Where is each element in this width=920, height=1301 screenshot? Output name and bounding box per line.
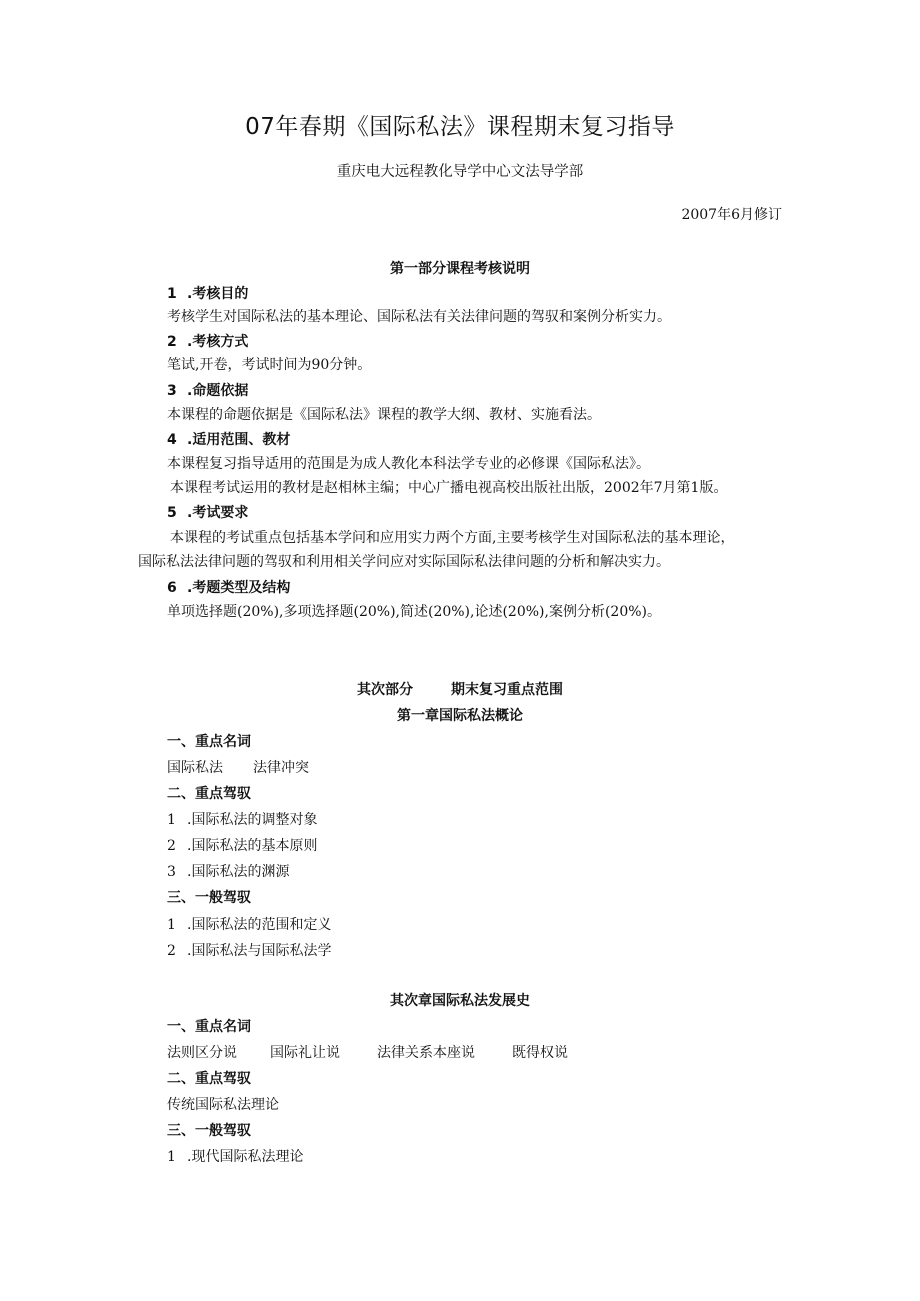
document-subtitle: 重庆电大远程教化导学中心文法导学部 [336, 164, 584, 180]
item2-heading: 2 .考核方式 [167, 334, 249, 350]
item3-text: 本课程的命题依据是《国际私法》课程的教学大纲、教材、实施看法。 [167, 407, 601, 423]
item5-heading: 5 .考试要求 [167, 505, 249, 521]
chapter1-title: 第一章国际私法概论 [397, 708, 523, 724]
item4-text-line1: 本课程复习指导适用的范围是为成人教化本科法学专业的必修课《国际私法》。 [167, 456, 650, 472]
item1-heading: 1 .考核目的 [167, 286, 249, 302]
item6-text: 单项选择题(20%),多项选择题(20%),简述(20%),论述(20%),案例分析(20%)。 [167, 604, 662, 620]
chapter1-section3-heading: 三、一般驾驭 [167, 890, 251, 906]
item5-text-line2: 国际私法法律问题的驾驭和利用相关学问应对实际国际私法律问题的分析和解决实力。 [138, 554, 670, 570]
item6-heading: 6 .考题类型及结构 [167, 580, 291, 596]
chapter2-terms: 法则区分说 国际礼让说 法律关系本座说 既得权说 [167, 1045, 568, 1061]
item2-text: 笔试,开卷，考试时间为90分钟。 [167, 357, 372, 373]
chapter1-section2-heading: 二、重点驾驭 [167, 786, 251, 802]
chapter2-title: 其次章国际私法发展史 [390, 993, 530, 1009]
document-title: 07年春期《国际私法》课程期末复习指导 [245, 114, 675, 140]
part2-heading: 其次部分 期末复习重点范围 [357, 682, 563, 698]
chapter1-key-item3: 3 .国际私法的渊源 [167, 864, 290, 880]
chapter1-key-item1: 1 .国际私法的调整对象 [167, 812, 318, 828]
item1-text: 考核学生对国际私法的基本理论、国际私法有关法律问题的驾驭和案例分析实力。 [167, 309, 671, 325]
chapter2-key-text: 传统国际私法理论 [167, 1097, 279, 1113]
item3-heading: 3 .命题依据 [167, 383, 249, 399]
revision-date: 2007年6月修订 [681, 207, 782, 223]
chapter2-section1-heading: 一、重点名词 [167, 1019, 251, 1035]
chapter2-section2-heading: 二、重点驾驭 [167, 1071, 251, 1087]
chapter1-terms: 国际私法 法律冲突 [167, 760, 309, 776]
item5-text-line1: 本课程的考试重点包括基本学问和应用实力两个方面,主要考核学生对国际私法的基本理论， [170, 530, 735, 546]
item4-text-line2: 本课程考试运用的教材是赵相林主编；中心广播电视高校出版社出版，2002年7月第1版。 [170, 480, 728, 496]
part1-heading: 第一部分课程考核说明 [390, 261, 530, 277]
chapter1-general-item2: 2 .国际私法与国际私法学 [167, 943, 332, 959]
chapter1-section1-heading: 一、重点名词 [167, 734, 251, 750]
chapter2-general-item1: 1 .现代国际私法理论 [167, 1149, 304, 1165]
chapter2-section3-heading: 三、一般驾驭 [167, 1123, 251, 1139]
chapter1-general-item1: 1 .国际私法的范围和定义 [167, 917, 332, 933]
item4-heading: 4 .适用范围、教材 [167, 432, 291, 448]
chapter1-key-item2: 2 .国际私法的基本原则 [167, 838, 318, 854]
